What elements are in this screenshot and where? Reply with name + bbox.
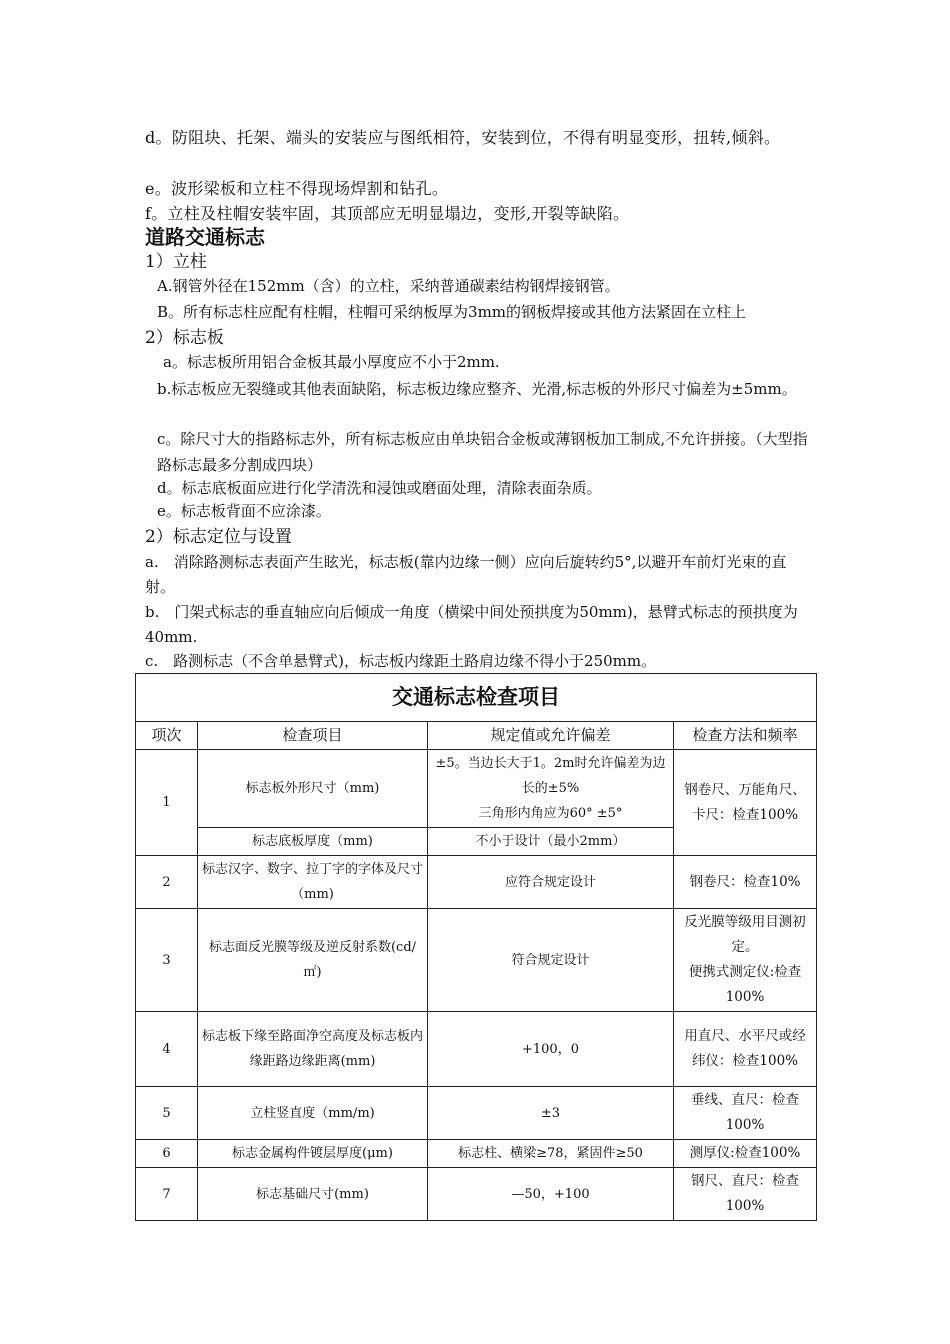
table-row [136, 1012, 817, 1087]
cell-spec: ±5。当边长大于1。2m时允许偏差为边长的±5% 三角形内角应为60° ±5° [428, 750, 674, 828]
table-row [136, 1087, 817, 1140]
cell-spec: 标志柱、横梁≥78，紧固件≥50 [428, 1140, 674, 1168]
cell-item: 标志底板厚度（mm) [198, 828, 428, 856]
cell-method: 钢卷尺：检查10% [674, 856, 817, 909]
paragraph-posts-b: B。所有标志柱应配有柱帽，柱帽可采纳板厚为3mm的钢板焊接或其他方法紧固在立柱上 [157, 303, 747, 321]
paragraph-positioning-a: a. 消除路测标志表面产生眩光，标志板(靠内边缘一侧）应向后旋转约5°,以避开车前灯光束的直射。 [145, 553, 787, 596]
cell-item: 标志面反光膜等级及逆反射系数(cd/㎡) [198, 909, 428, 1012]
cell-no: 7 [136, 1168, 198, 1221]
cell-item: 标志基础尺寸(mm) [198, 1168, 428, 1221]
cell-item: 标志板外形尺寸（mm) [198, 750, 428, 828]
table-title: 交通标志检查项目 [136, 674, 817, 722]
paragraph-board-c: c。除尺寸大的指路标志外，所有标志板应由单块铝合金板或薄钢板加工制成,不允许拼接。（大型指路标志最多分割成四块） [157, 430, 808, 474]
section-title: 道路交通标志 [145, 225, 265, 249]
cell-spec: ±3 [428, 1087, 674, 1140]
paragraph-positioning-c: c. 路测标志（不含单悬臂式)，标志板内缘距土路肩边缘不得小于250mm。 [145, 652, 657, 670]
cell-no: 6 [136, 1140, 198, 1168]
cell-method: 钢卷尺、万能角尺、卡尺：检查100% [674, 750, 817, 856]
cell-no: 2 [136, 856, 198, 909]
header-spec: 规定值或允许偏差 [428, 722, 674, 750]
paragraph-board-e: e。标志板背面不应涂漆。 [157, 502, 331, 520]
paragraph-d-guard-blocks: d。防阻块、托架、端头的安装应与图纸相符，安装到位，不得有明显变形，扭转,倾斜。 [145, 128, 781, 147]
table-row [136, 1140, 817, 1168]
paragraph-f-posts: f。立柱及柱帽安装牢固，其顶部应无明显塌边，变形,开裂等缺陷。 [145, 204, 630, 223]
heading-posts: 1）立柱 [145, 252, 207, 272]
paragraph-board-a: a。标志板所用铝合金板其最小厚度应不小于2mm. [163, 353, 500, 371]
paragraph-positioning-b: b. 门架式标志的垂直轴应向后倾成一角度（横梁中间处预拱度为50mm)，悬臂式标志的预拱度为40mm. [145, 603, 798, 646]
header-item: 检查项目 [198, 722, 428, 750]
cell-no: 1 [136, 750, 198, 856]
cell-method: 垂线、直尺：检查100% [674, 1087, 817, 1140]
table-header-row [136, 722, 817, 750]
cell-item: 标志板下缘至路面净空高度及标志板内缘距路边缘距离(mm) [198, 1012, 428, 1087]
cell-spec: —50，+100 [428, 1168, 674, 1221]
paragraph-board-b: b.标志板应无裂缝或其他表面缺陷，标志板边缘应整齐、光滑,标志板的外形尺寸偏差为±5mm。 [157, 380, 797, 398]
cell-method: 钢尺、直尺：检查100% [674, 1168, 817, 1221]
cell-spec: +100，0 [428, 1012, 674, 1087]
cell-item: 立柱竖直度（mm/m) [198, 1087, 428, 1140]
cell-no: 5 [136, 1087, 198, 1140]
table-row [136, 750, 817, 828]
table-row [136, 909, 817, 1012]
heading-sign-board: 2）标志板 [145, 328, 224, 348]
cell-method: 用直尺、水平尺或经纬仪：检查100% [674, 1012, 817, 1087]
header-no: 项次 [136, 722, 198, 750]
cell-item: 标志金属构件镀层厚度(μm) [198, 1140, 428, 1168]
paragraph-e-beam-plates: e。波形梁板和立柱不得现场焊割和钻孔。 [145, 179, 449, 198]
cell-no: 4 [136, 1012, 198, 1087]
header-method: 检查方法和频率 [674, 722, 817, 750]
table-row [136, 1168, 817, 1221]
cell-item: 标志汉字、数字、拉丁字的字体及尺寸（mm) [198, 856, 428, 909]
heading-positioning: 2）标志定位与设置 [145, 527, 292, 547]
table-row [136, 856, 817, 909]
paragraph-board-d: d。标志底板面应进行化学清洗和浸蚀或磨面处理，清除表面杂质。 [157, 479, 602, 497]
paragraph-posts-a: A.钢管外径在152mm（含）的立柱，采纳普通碳素结构钢焊接钢管。 [157, 277, 620, 295]
cell-spec: 应符合规定设计 [428, 856, 674, 909]
cell-method: 测厚仪:检查100% [674, 1140, 817, 1168]
cell-spec: 不小于设计（最小2mm） [428, 828, 674, 856]
cell-method: 反光膜等级用目测初定。 便携式测定仪:检查100% [674, 909, 817, 1012]
cell-spec: 符合规定设计 [428, 909, 674, 1012]
inspection-table [135, 673, 817, 1221]
cell-no: 3 [136, 909, 198, 1012]
